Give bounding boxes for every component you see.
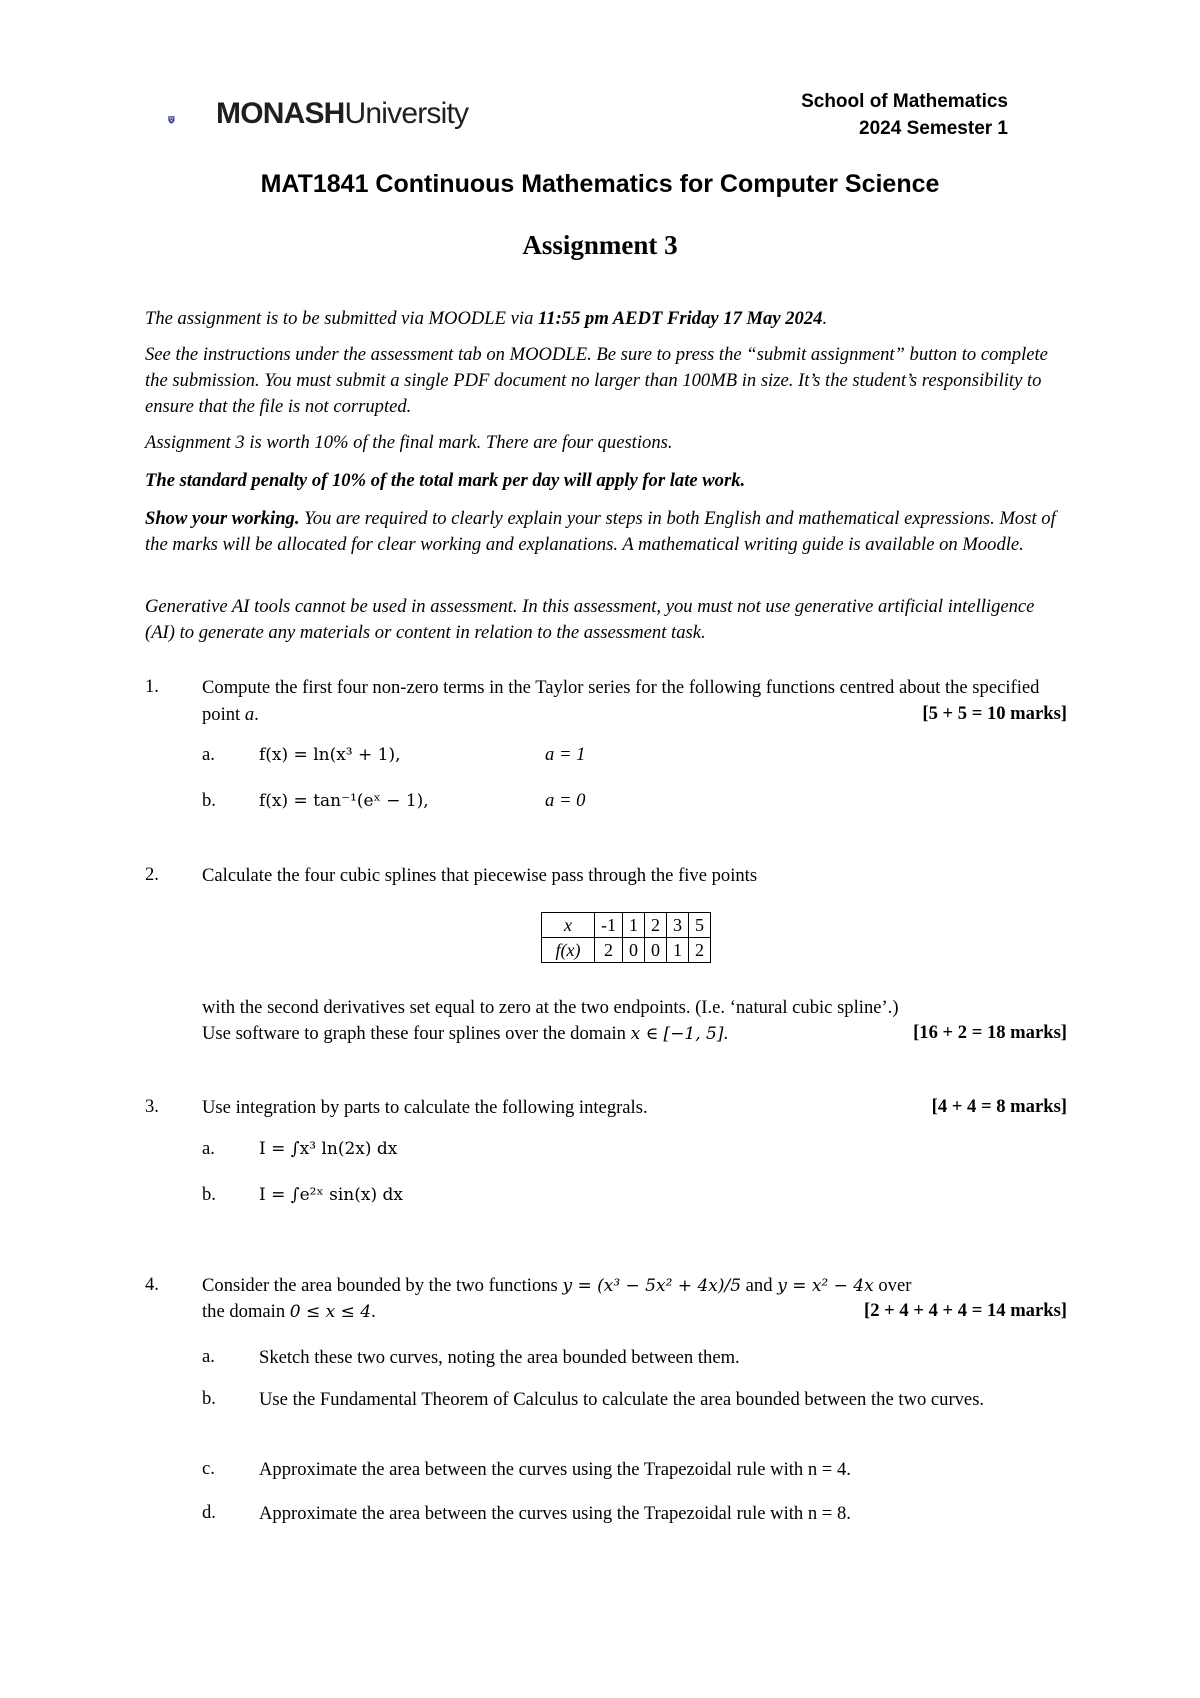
q1-b-label: b.	[202, 790, 216, 811]
q3-a-expr: I = ∫x³ ln(2x) dx	[259, 1139, 398, 1159]
fx-value: 0	[623, 938, 645, 963]
intro-penalty: The standard penalty of 10% of the total mark per day will apply for late work.	[145, 470, 746, 491]
q4-number: 4.	[145, 1274, 159, 1295]
q1-b-point: a = 0	[545, 790, 586, 811]
q3-marks: [4 + 4 = 8 marks]	[931, 1096, 1067, 1117]
school-block	[801, 88, 1008, 142]
x-value: 3	[667, 913, 689, 938]
q1-a-point: a = 1	[545, 744, 586, 765]
monash-wordmark: MONASHUniversity	[216, 97, 469, 130]
q2-number: 2.	[145, 864, 159, 885]
fx-header: f(x)	[542, 938, 595, 963]
q4-a-label: a.	[202, 1346, 215, 1367]
fx-value: 2	[595, 938, 623, 963]
intro-working: Show your working. You are required to clearly explain your steps in both English and mathematical expressions. Most of the marks will be allocated for clear working and explanations. A mathematical writing guide is available on Moodle.	[145, 508, 1056, 555]
q4-text: Consider the area bounded by the two functions y = (x³ − 5x² + 4x)/5 and y = x² − 4x over	[202, 1275, 912, 1296]
table-row	[542, 913, 711, 938]
x-value: 5	[689, 913, 711, 938]
semester: 2024 Semester 1	[859, 118, 1008, 139]
monash-logo	[168, 96, 216, 144]
q1-marks: [5 + 5 = 10 marks]	[922, 703, 1067, 724]
q4-c-text: Approximate the area between the curves using the Trapezoidal rule with n = 4.	[259, 1459, 851, 1480]
intro-ai-policy: Generative AI tools cannot be used in assessment. In this assessment, you must not use generative artificial intelligence (AI) to generate any materials or content in relation to the assessment task.	[145, 596, 1035, 643]
q4-b-text: Use the Fundamental Theorem of Calculus to calculate the area bounded between the two curves.	[259, 1389, 985, 1410]
q4-c-label: c.	[202, 1458, 215, 1479]
intro-submission: The assignment is to be submitted via MOODLE via 11:55 pm AEDT Friday 17 May 2024.	[145, 308, 828, 329]
fx-value: 0	[645, 938, 667, 963]
q4-domain-line: the domain 0 ≤ x ≤ 4.	[202, 1301, 376, 1322]
assignment-title: Assignment 3	[522, 230, 678, 260]
q2-text: Calculate the four cubic splines that piecewise pass through the five points	[202, 865, 758, 886]
table-row	[542, 938, 711, 963]
course-title: MAT1841 Continuous Mathematics for Computer Science	[260, 170, 940, 198]
q3-a-label: a.	[202, 1138, 215, 1159]
x-value: -1	[595, 913, 623, 938]
q3-b-expr: I = ∫e²ˣ sin(x) dx	[259, 1185, 403, 1205]
q1-number: 1.	[145, 676, 159, 697]
x-value: 1	[623, 913, 645, 938]
q4-a-text: Sketch these two curves, noting the area bounded between them.	[259, 1347, 740, 1368]
q3-b-label: b.	[202, 1184, 216, 1205]
fx-value: 1	[667, 938, 689, 963]
q4-d-label: d.	[202, 1502, 216, 1523]
q3-number: 3.	[145, 1096, 159, 1117]
q2-marks: [16 + 2 = 18 marks]	[913, 1022, 1067, 1043]
q4-d-text: Approximate the area between the curves using the Trapezoidal rule with n = 8.	[259, 1503, 851, 1524]
intro-worth: Assignment 3 is worth 10% of the final mark. There are four questions.	[145, 432, 673, 453]
q1-b-expr: f(x) = tan⁻¹(eˣ − 1),	[259, 791, 429, 811]
q1-a-expr: f(x) = ln(x³ + 1),	[259, 745, 401, 765]
q1-text: Compute the first four non-zero terms in the Taylor series for the following functions centred about the specified point a.	[202, 677, 1040, 725]
fx-value: 2	[689, 938, 711, 963]
q1-a-label: a.	[202, 744, 215, 765]
q4-b-label: b.	[202, 1388, 216, 1409]
q2-points-table	[541, 912, 711, 963]
q2-after-2: Use software to graph these four splines over the domain x ∈ [−1, 5].	[202, 1023, 729, 1044]
x-value: 2	[645, 913, 667, 938]
x-header: x	[542, 913, 595, 938]
intro-instructions: See the instructions under the assessment tab on MOODLE. Be sure to press the “submit assignment” button to complete the submission. You must submit a single PDF document no larger than 100MB in size. It’s the student’s responsibility to ensure that the file is not corrupted.	[145, 344, 1048, 417]
q3-text: Use integration by parts to calculate the following integrals.	[202, 1097, 648, 1118]
school-name: School of Mathematics	[801, 91, 1008, 112]
q4-marks: [2 + 4 + 4 + 4 = 14 marks]	[864, 1300, 1067, 1321]
q2-after-1: with the second derivatives set equal to zero at the two endpoints. (I.e. ‘natural cubic spline’.)	[202, 997, 899, 1018]
